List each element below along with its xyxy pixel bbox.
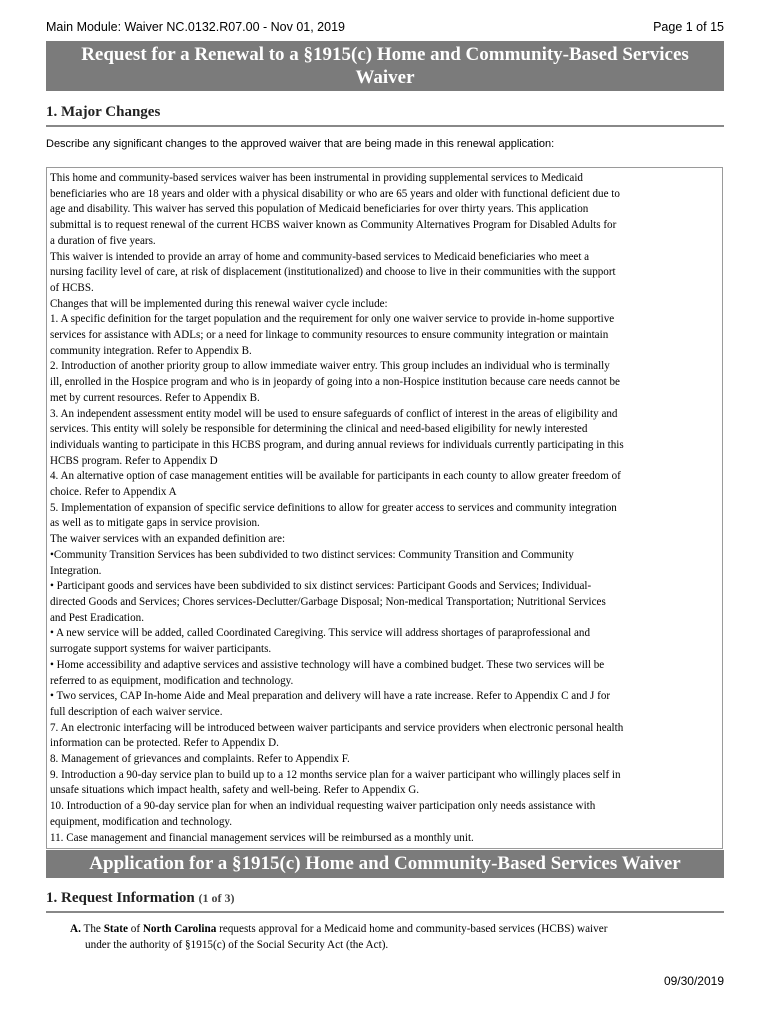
section-major-changes-heading: 1. Major Changes	[46, 104, 724, 127]
footer-date: 09/30/2019	[663, 974, 724, 988]
major-changes-line: Changes that will be implemented during this renewal waiver cycle include:	[50, 297, 388, 310]
item-a-line2: under the authority of §1915(c) of the Social Security Act (the Act).	[85, 938, 389, 951]
item-a-text2: of	[127, 923, 143, 935]
section-title: 1. Request Information	[46, 890, 195, 906]
major-changes-textbox[interactable]	[46, 167, 723, 849]
item-a-label: A.	[70, 923, 81, 935]
major-changes-line: community integration. Refer to Appendix B.	[50, 344, 252, 357]
major-changes-line: 11. Case management and financial management services will be reimbursed as a monthly unit.	[50, 831, 474, 844]
page-header	[46, 20, 724, 38]
major-changes-line: equipment, modification and technology.	[50, 815, 232, 828]
major-changes-line: • Home accessibility and adaptive services and assistive technology will have a combined budget. These two services will be	[50, 658, 605, 671]
item-a-state-label: State	[103, 923, 128, 935]
major-changes-line: 7. An electronic interfacing will be introduced between waiver participants and service providers when electronic personal health	[50, 721, 624, 734]
major-changes-line: unsafe situations which impact health, safety and well-being. Refer to Appendix G.	[50, 784, 420, 797]
major-changes-line: directed Goods and Services; Chores services-Declutter/Garbage Disposal; Non-medical Transportation; Nutritional Services	[50, 595, 606, 608]
item-a-line1	[70, 922, 720, 938]
major-changes-line: 1. A specific definition for the target population and the requirement for only one waiver service to provide in-home supportive	[50, 313, 615, 326]
major-changes-line: This waiver is intended to provide an array of home and community-based services to Medicaid beneficiaries who meet a	[50, 250, 590, 263]
major-changes-line: information can be protected. Refer to Appendix D.	[50, 737, 279, 750]
major-changes-line: of HCBS.	[50, 281, 94, 294]
major-changes-line: ill, enrolled in the Hospice program and who is in jeopardy of going into a non-Hospice institution because care needs cannot be	[50, 376, 620, 389]
banner-title-line2: Waiver	[355, 67, 415, 88]
major-changes-line: 10. Introduction of a 90-day service plan for when an individual requesting waiver participation only needs assistance with	[50, 800, 596, 813]
major-changes-prompt: Describe any significant changes to the approved waiver that are being made in this renewal application:	[46, 138, 555, 150]
renewal-title-banner	[46, 41, 724, 91]
major-changes-line: 5. Implementation of expansion of specific service definitions to allow for greater access to services and community integration	[50, 501, 617, 514]
major-changes-line: •Community Transition Services has been subdivided to two distinct services: Community Transition and Community	[50, 548, 574, 561]
major-changes-line: • Two services, CAP In-home Aide and Meal preparation and delivery will have a rate increase. Refer to Appendix C and J for	[50, 690, 611, 703]
section-request-information-heading	[46, 890, 724, 913]
major-changes-line: 3. An independent assessment entity model will be used to ensure safeguards of conflict of interest in the areas of eligibility and	[50, 407, 618, 420]
major-changes-line: choice. Refer to Appendix A	[50, 486, 177, 499]
major-changes-line: 8. Management of grievances and complaints. Refer to Appendix F.	[50, 753, 350, 766]
request-item-a	[70, 922, 720, 953]
page-number: Page 1 of 15	[653, 20, 724, 34]
item-a-text3: requests approval for a Medicaid home and community-based services (HCBS) waiver	[216, 923, 608, 935]
major-changes-line: full description of each waiver service.	[50, 705, 223, 718]
major-changes-line: services. This entity will solely be responsible for determining the clinical and need-based eligibility for newly interested	[50, 423, 588, 436]
major-changes-line: The waiver services with an expanded definition are:	[50, 533, 286, 546]
banner-title-line1: Request for a Renewal to a §1915(c) Home and Community-Based Services	[81, 44, 689, 65]
major-changes-line: age and disability. This waiver has served this population of Medicaid beneficiaries for over thirty years. This application	[50, 203, 589, 216]
major-changes-line: met by current resources. Refer to Appendix B.	[50, 391, 260, 404]
major-changes-line: beneficiaries who are 18 years and older with a physical disability or who are 65 years and older with functional deficient due to	[50, 187, 620, 200]
major-changes-line: a duration of five years.	[50, 234, 156, 247]
major-changes-line: as well as to mitigate gaps in service provision.	[50, 517, 260, 530]
major-changes-line: 2. Introduction of another priority group to allow immediate waiver entry. This group includes an individual who is terminally	[50, 360, 610, 373]
major-changes-line: surrogate support systems for waiver participants.	[50, 643, 272, 656]
major-changes-line: submittal is to request renewal of the current HCBS waiver known as Community Alternatives Program for Disabled Adults for	[50, 219, 617, 232]
major-changes-line: 4. An alternative option of case management entities will be available for participants in each county to allow greater freedom of	[50, 470, 621, 483]
major-changes-line: HCBS program. Refer to Appendix D	[50, 454, 218, 467]
item-a-state-name: North Carolina	[142, 923, 217, 935]
major-changes-line: This home and community-based services waiver has been instrumental in providing supplemental services to Medicaid	[50, 172, 583, 184]
section-part-indicator: (1 of 3)	[198, 891, 235, 905]
application-title-banner: Application for a §1915(c) Home and Community-Based Services Waiver	[46, 850, 724, 878]
major-changes-line: • Participant goods and services have been subdivided to six distinct services: Participant Goods and Services; Individual-	[50, 580, 592, 593]
module-label: Main Module: Waiver NC.0132.R07.00 - Nov 01, 2019	[46, 20, 345, 34]
major-changes-line: nursing facility level of care, at risk of displacement (institutionalized) and choose to live in their communities with the support	[50, 266, 616, 279]
major-changes-line: and Pest Eradication.	[50, 611, 144, 624]
item-a-text1: The	[80, 923, 104, 935]
major-changes-line: Integration.	[50, 564, 102, 577]
major-changes-line: individuals wanting to participate in this HCBS program, and during annual reviews for individuals currently participating in this	[50, 438, 624, 451]
major-changes-line: services for assistance with ADLs; or a need for linkage to community resources to ensure community integration or maintain	[50, 329, 609, 342]
major-changes-line: 9. Introduction a 90-day service plan to build up to a 12 months service plan for a waiver participant who willingly places self in	[50, 768, 621, 781]
major-changes-line: • A new service will be added, called Coordinated Caregiving. This service will address shortages of paraprofessional and	[50, 627, 591, 640]
major-changes-line: referred to as equipment, modification and technology.	[50, 674, 294, 687]
